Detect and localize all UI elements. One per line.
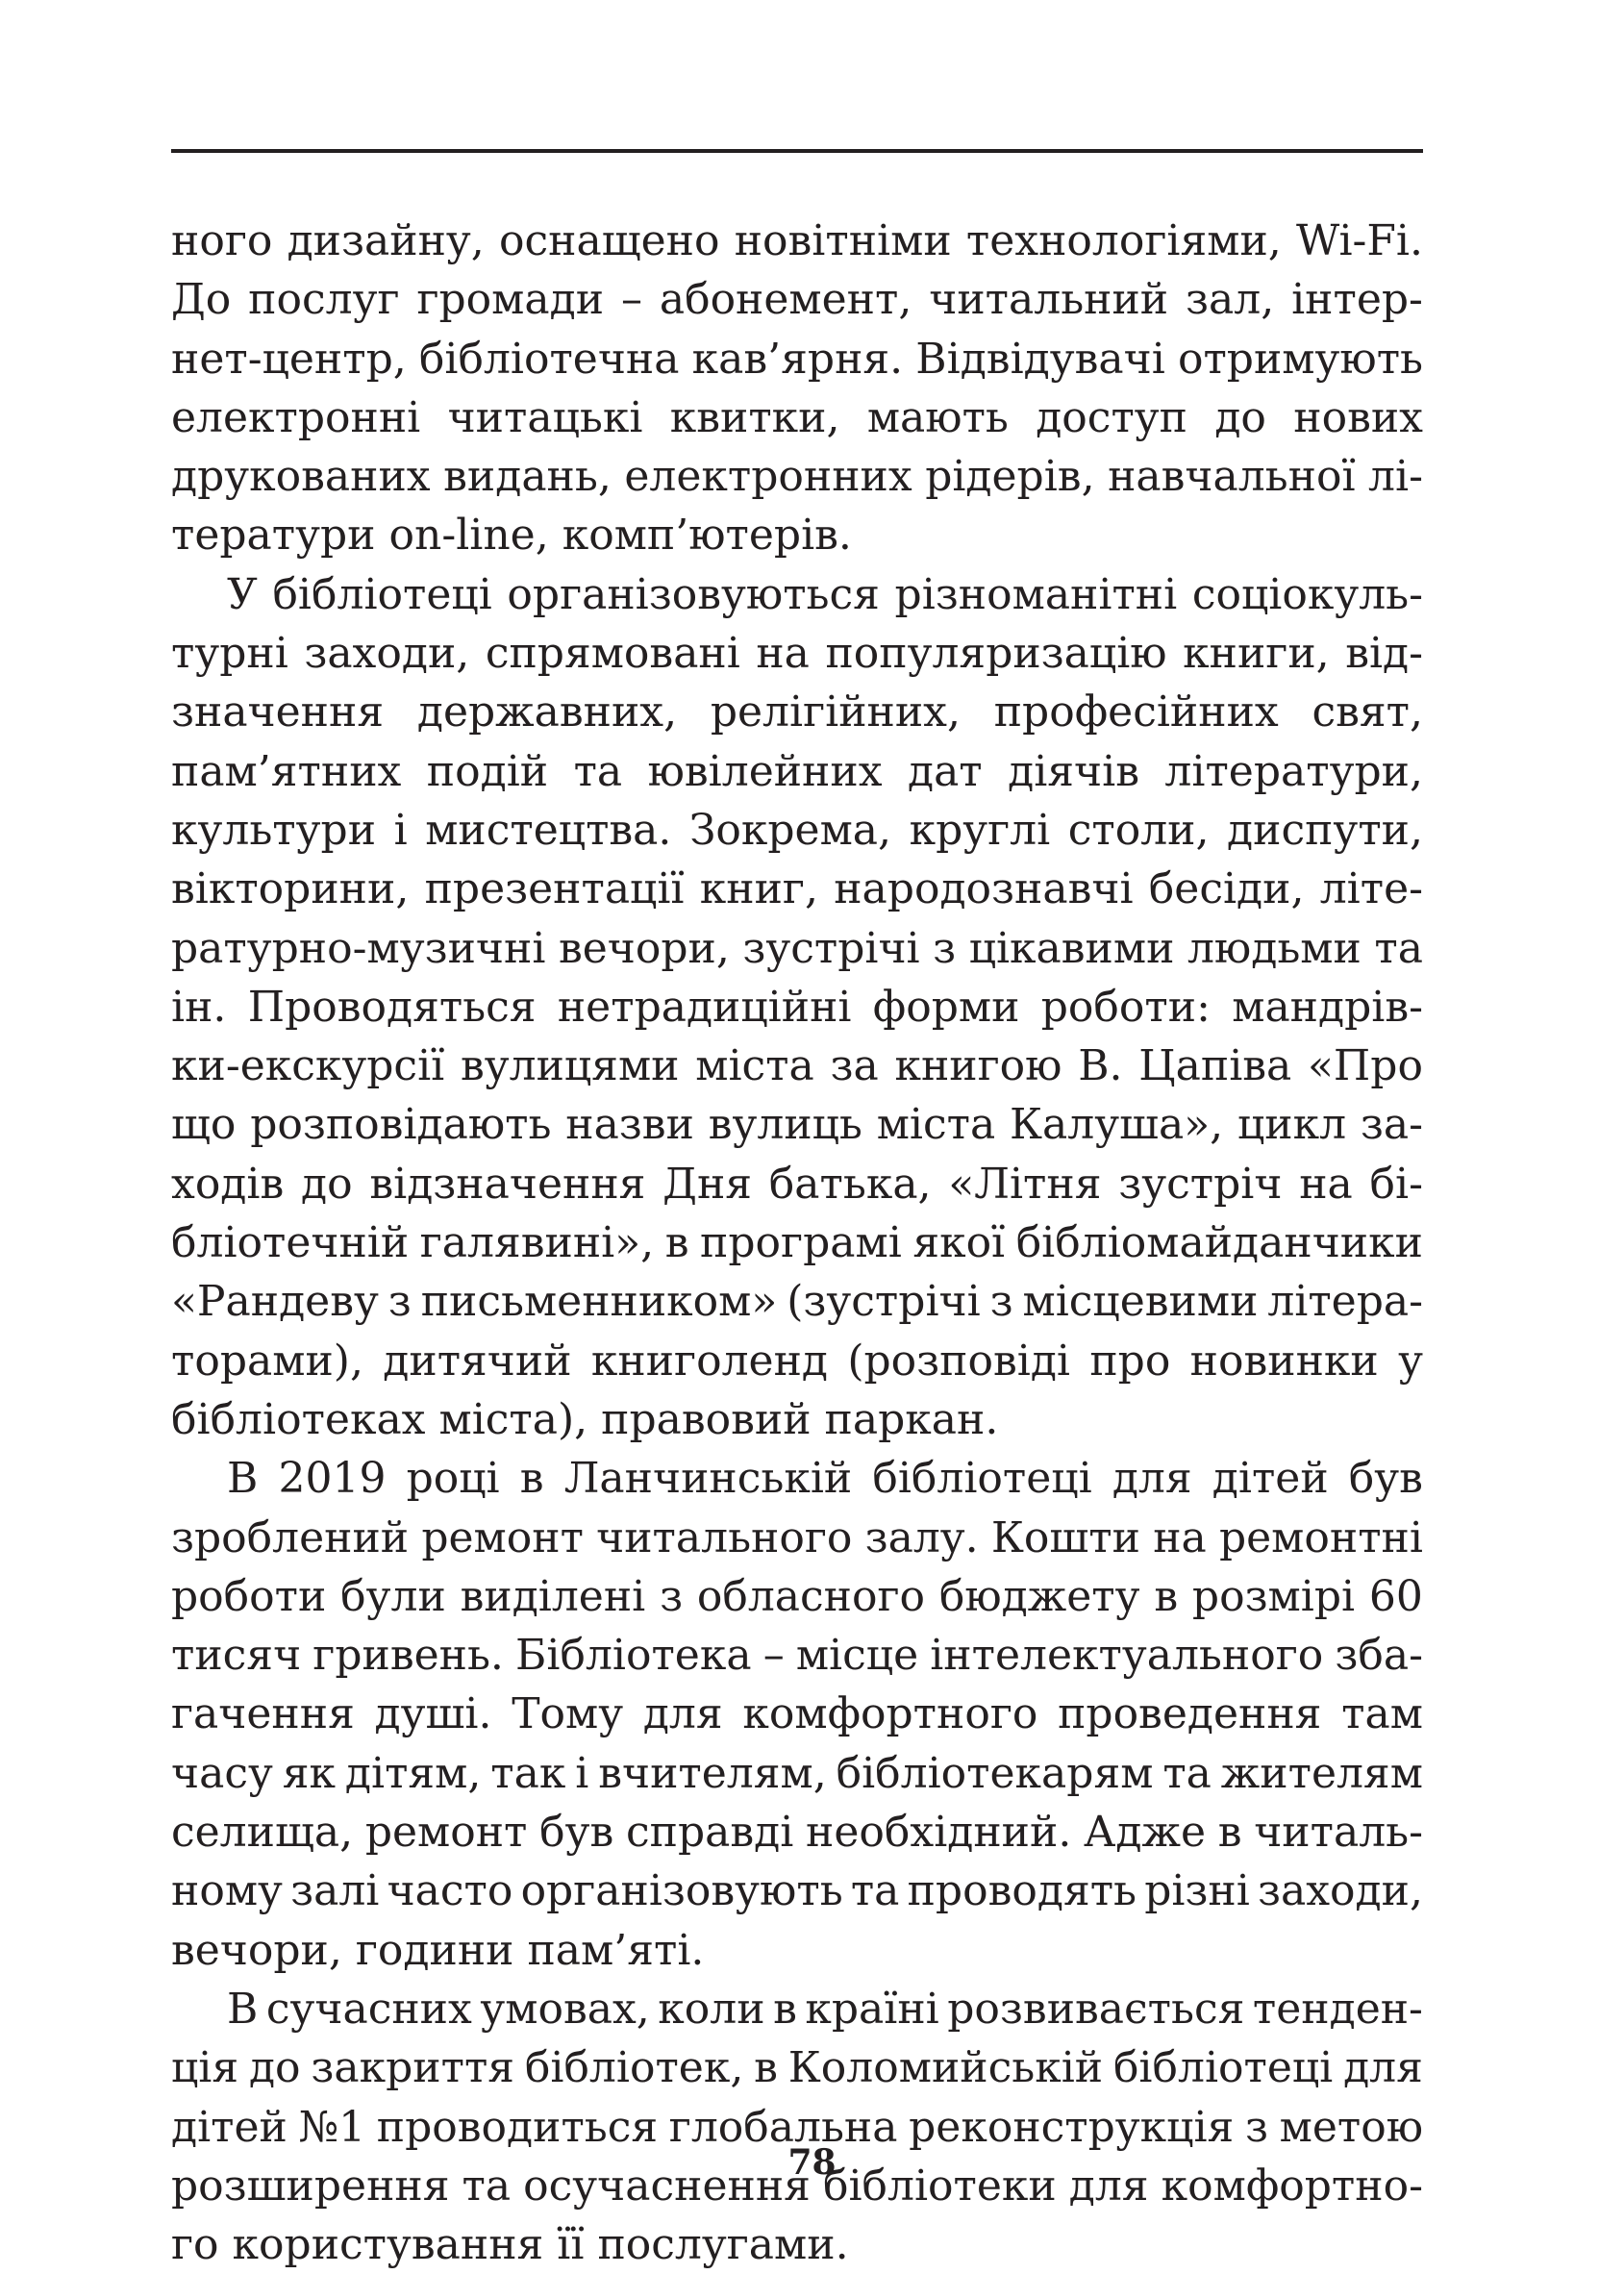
text-line: ратурно-музичні вечори, зустрічі з цікавими людьми та [171,923,1423,973]
text-line: В сучасних умовах, коли в країні розвивається тенден- [227,1984,1423,2034]
body-text [171,212,1423,2274]
page-number: 78 [787,2142,837,2183]
text-line: бліотечній галявині», в програмі якої бібліомайданчики [171,1218,1423,1268]
text-line: розширення та осучаснення бібліотеки для комфортно- [171,2161,1423,2211]
text-line: гачення душі. Тому для комфортного проведення там [171,1689,1423,1739]
text-line: електронні читацькі квитки, мають доступ до нових [171,392,1423,442]
text-line: го користування її послугами. [171,2220,849,2270]
text-line: ки-екскурсії вулицями міста за книгою В. Цапіва «Про [171,1041,1423,1091]
text-line: тератури on-line, комп’ютерів. [171,511,852,561]
text-line: торами), дитячий книголенд (розповіді про новинки у [171,1336,1423,1386]
text-line: ного дизайну, оснащено новітніми технологіями, Wi-Fi. [171,216,1423,265]
text-line: ін. Проводяться нетрадиційні форми роботи: мандрів- [171,982,1423,1032]
text-line: дітей №1 проводиться глобальна реконструкція з метою [171,2102,1423,2152]
text-line: нет-центр, бібліотечна кав’ярня. Відвідувачі отримують [171,334,1423,384]
text-line: вечори, години пам’яті. [171,1925,705,1975]
text-line: тисяч гривень. Бібліотека – місце інтелектуального зба- [171,1631,1423,1681]
text-line: У бібліотеці організовуються різноманітні соціокуль- [227,569,1423,619]
text-line: До послуг громади – абонемент, читальний зал, інтер- [171,275,1423,325]
header-rule [171,149,1423,153]
text-line: В 2019 році в Ланчинській бібліотеці для дітей був [227,1454,1423,1504]
text-line: значення державних, релігійних, професійних свят, [171,687,1423,737]
text-line: «Рандеву з письменником» (зустрічі з місцевими літера- [171,1277,1423,1327]
text-line: бібліотеках міста), правовий паркан. [171,1394,999,1444]
text-line: ходів до відзначення Дня батька, «Літня зустріч на бі- [171,1159,1423,1209]
text-line: вікторини, презентації книг, народознавчі бесіди, літе- [171,864,1423,914]
text-line: часу як дітям, так і вчителям, бібліотекарям та жителям [171,1748,1423,1798]
text-line: пам’ятних подій та ювілейних дат діячів літератури, [171,746,1423,796]
text-line: зроблений ремонт читального залу. Кошти на ремонтні [171,1512,1423,1562]
text-line: культури і мистецтва. Зокрема, круглі столи, диспути, [171,805,1423,855]
text-line: друкованих видань, електронних рідерів, навчальної лі- [171,452,1423,502]
text-line: ція до закриття бібліотек, в Коломийській бібліотеці для [171,2043,1423,2093]
text-line: турні заходи, спрямовані на популяризацію книги, від- [171,629,1423,679]
text-line: селища, ремонт був справді необхідний. Адже в читаль- [171,1808,1423,1858]
text-line: ному залі часто організовують та проводять різні заходи, [171,1866,1423,1916]
text-line: що розповідають назви вулиць міста Калуша», цикл за- [171,1100,1423,1150]
text-line: роботи були виділені з обласного бюджету в розмірі 60 [171,1571,1423,1621]
